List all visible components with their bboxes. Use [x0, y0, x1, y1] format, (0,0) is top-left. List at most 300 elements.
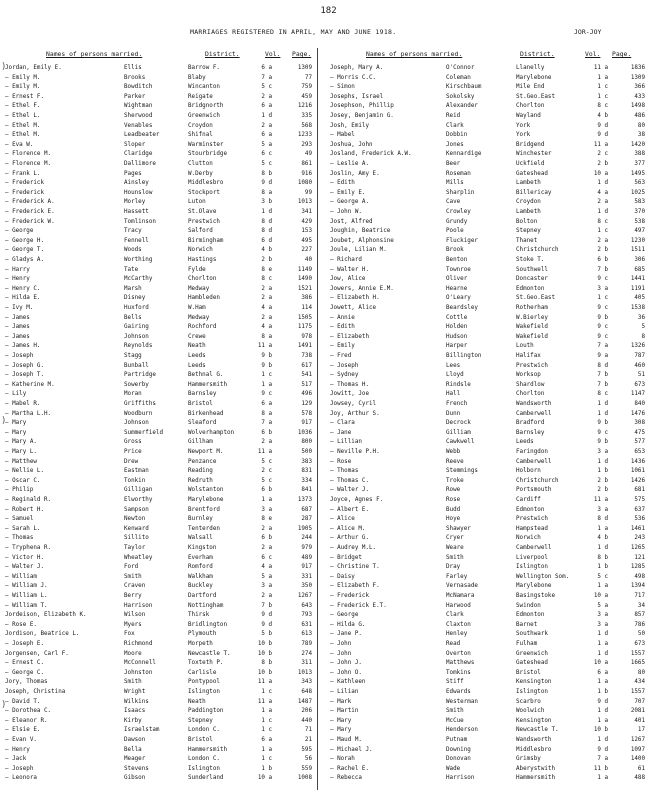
district: Chorlton	[516, 103, 545, 110]
volume: 2 a	[261, 93, 272, 100]
volume: 9 d	[597, 698, 608, 705]
spouse-surname: Webb	[446, 449, 461, 455]
person-name: — George	[330, 612, 359, 619]
spouse-surname: Hudson	[446, 333, 468, 340]
page-ref: 331	[301, 573, 312, 580]
spouse-surname: Sherwood	[124, 113, 153, 119]
district: Christchurch	[516, 477, 559, 484]
volume: 1 d	[261, 209, 272, 215]
person-name: — Ethel M.	[5, 132, 41, 139]
person-name: Jordison, Beatrice L.	[5, 631, 80, 638]
volume: 1 c	[261, 727, 272, 734]
table-row	[0, 401, 657, 409]
volume: 1 d	[597, 180, 608, 187]
person-name: — Samuel	[5, 516, 34, 523]
table-row	[0, 612, 657, 620]
district: Rotherham	[516, 305, 548, 311]
district: Barnsley	[516, 429, 545, 436]
person-name: — Harry	[5, 266, 30, 273]
volume: 8 c	[597, 218, 608, 225]
spouse-surname: Cottle	[446, 314, 468, 321]
person-name: Joshua, John	[330, 141, 373, 148]
table-row	[0, 267, 657, 275]
spouse-surname: Tracy	[124, 228, 142, 235]
district: Stourbridge	[188, 151, 228, 158]
spouse-surname: Budd	[446, 506, 461, 513]
district: Bradford	[516, 420, 545, 427]
spouse-surname: Ford	[124, 564, 139, 571]
table-row	[0, 593, 657, 601]
table-row	[0, 468, 657, 476]
table-row	[0, 123, 657, 131]
table-row	[0, 603, 657, 611]
page-ref: 1836	[630, 65, 645, 71]
person-name: — Fred	[330, 353, 352, 359]
volume: 9 c	[597, 324, 608, 331]
person-name: — Elizabeth	[330, 333, 370, 340]
spouse-surname: Harrison	[124, 602, 153, 609]
person-name: — Philip	[5, 487, 34, 494]
table-row	[0, 766, 657, 774]
district: Marylebone	[188, 497, 224, 503]
page-ref: 293	[301, 141, 312, 148]
district: Luton	[188, 199, 206, 206]
table-row	[0, 670, 657, 678]
volume: 8 a	[261, 410, 272, 417]
spouse-surname: Gilligan	[124, 487, 153, 494]
page-ref: 1557	[630, 650, 645, 657]
district: Prestwich	[516, 516, 548, 523]
page-ref: 459	[301, 93, 312, 100]
page-ref: 460	[634, 362, 645, 369]
page-ref: 475	[634, 429, 645, 436]
spouse-surname: Summerfield	[124, 429, 164, 436]
volume: 6 b	[261, 429, 272, 436]
page-ref: 786	[634, 621, 645, 628]
table-row	[0, 679, 657, 687]
table-row	[0, 459, 657, 467]
page-ref: 80	[637, 669, 645, 676]
volume: 8 b	[597, 554, 608, 561]
volume: 9 d	[597, 746, 608, 753]
person-name: — George	[5, 228, 34, 235]
volume: 11 a	[593, 497, 608, 503]
person-name: — Edith	[330, 324, 355, 331]
volume: 3 a	[597, 506, 608, 513]
spouse-surname: French	[446, 401, 468, 407]
volume: 11 b	[593, 765, 608, 772]
vol-header-right: Vol.	[585, 50, 601, 58]
volume: 6 c	[261, 151, 272, 158]
person-name: — Evan V.	[5, 737, 37, 743]
district: Bridgend	[516, 141, 545, 148]
page-ref: 61	[637, 765, 645, 772]
person-name: — George T.	[5, 247, 45, 254]
person-name: — Mary	[330, 717, 352, 724]
district: Wandsworth	[516, 737, 552, 743]
person-name: — Edith	[330, 180, 355, 187]
person-name: — Joseph T.	[5, 372, 45, 379]
district: Edmonton	[516, 285, 545, 292]
district: Middlesbro	[188, 180, 224, 187]
spouse-surname: Bunball	[124, 362, 149, 369]
person-name: — Frederick	[5, 189, 45, 196]
page-ref: 227	[301, 247, 312, 254]
volume: 1 b	[597, 689, 608, 695]
volume: 8 d	[597, 362, 608, 369]
table-row	[0, 689, 657, 697]
spouse-surname: Brooks	[124, 74, 146, 81]
district: Neath	[188, 698, 206, 705]
table-row	[0, 363, 657, 371]
person-name: — Clara	[330, 420, 355, 427]
spouse-surname: Dobbin	[446, 132, 468, 139]
volume: 1 a	[597, 74, 608, 81]
volume: 1 c	[597, 228, 608, 235]
page-ref: 1191	[630, 285, 645, 292]
district: Romford	[188, 564, 213, 571]
district: Camberwell	[516, 545, 552, 551]
district: Kensington	[516, 717, 552, 724]
table-row	[0, 161, 657, 169]
volume: 8 d	[261, 218, 272, 225]
page-ref: 2081	[630, 708, 645, 715]
district: Islington	[188, 689, 220, 695]
volume: 11 a	[257, 449, 272, 455]
spouse-surname: Woodburn	[124, 410, 153, 417]
person-name: — Mabel	[330, 132, 355, 139]
person-name: — Katherine M.	[5, 381, 55, 388]
volume: 1 d	[597, 545, 608, 551]
district: Holborn	[516, 468, 541, 475]
district: Doncaster	[516, 276, 548, 283]
person-name: Josephs, Israel	[330, 93, 384, 100]
spouse-surname: Jones	[446, 141, 464, 148]
spouse-surname: Fox	[124, 631, 135, 638]
table-row	[0, 727, 657, 735]
person-name: — Lilian	[330, 689, 359, 695]
spouse-surname: Wilson	[124, 612, 146, 619]
district: Barrow F.	[188, 65, 220, 71]
page-ref: 1394	[630, 583, 645, 590]
spouse-surname: Cryer	[446, 535, 464, 542]
spouse-surname: Bowditch	[124, 84, 153, 91]
person-name: — Elizabeth H.	[330, 295, 380, 302]
table-row	[0, 478, 657, 486]
table-row	[0, 295, 657, 303]
district: Halifax	[516, 353, 541, 359]
spouse-surname: Stagg	[124, 353, 142, 359]
person-name: — Henry	[5, 746, 30, 753]
spouse-surname: O'Connor	[446, 65, 475, 71]
district: Aberystwith	[516, 765, 556, 772]
page-ref: 244	[301, 535, 312, 542]
person-name: — Sarah L.	[5, 525, 41, 532]
table-row	[0, 209, 657, 217]
page-ref: 631	[301, 621, 312, 628]
volume: 3 b	[261, 199, 272, 206]
spouse-surname: Billington	[446, 353, 482, 359]
district: W.Derby	[188, 170, 213, 177]
person-name: — Frederick A.	[5, 199, 55, 206]
person-name: — John J.	[330, 660, 362, 667]
page-ref: 1490	[297, 276, 312, 283]
spouse-surname: Moore	[124, 650, 142, 657]
person-name: — Ernest C.	[5, 660, 45, 667]
page-ref: 1147	[630, 391, 645, 398]
person-name: — Joseph	[330, 362, 359, 369]
page-ref: 341	[301, 209, 312, 215]
volume: 9 c	[597, 333, 608, 340]
volume: 1 d	[597, 209, 608, 215]
page-ref: 917	[301, 564, 312, 571]
district: Worksop	[516, 372, 541, 379]
page-ref: 343	[301, 679, 312, 686]
person-name: Jowett, Alice	[330, 305, 377, 311]
district: Walkham	[188, 573, 213, 580]
volume: 8 c	[597, 391, 608, 398]
page-ref: 334	[301, 477, 312, 484]
table-row	[0, 497, 657, 505]
person-name: — Ivy M.	[5, 305, 34, 311]
spouse-surname: Israelstam	[124, 727, 160, 734]
page-ref: 637	[634, 506, 645, 513]
table-row	[0, 84, 657, 92]
district: Mile End	[516, 84, 545, 91]
person-name: Jow, Alice	[330, 276, 366, 283]
spouse-surname: Donovan	[446, 756, 471, 763]
volume: 1 c	[261, 756, 272, 763]
person-name: Joseph, Mary A.	[330, 65, 384, 71]
district: Hambleden	[188, 295, 220, 302]
page-ref: 1521	[297, 285, 312, 292]
person-name: Josland, Frederick A.W.	[330, 151, 412, 158]
spouse-surname: Stevens	[124, 765, 149, 772]
volume: 1 d	[597, 737, 608, 743]
table-row	[0, 574, 657, 582]
district: Medway	[188, 285, 210, 292]
page-ref: 789	[301, 641, 312, 647]
spouse-surname: Wilkins	[124, 698, 149, 705]
volume: 1 a	[261, 708, 272, 715]
table-row	[0, 430, 657, 438]
table-row	[0, 641, 657, 649]
person-name: — Robert H.	[5, 506, 45, 513]
spouse-surname: Woods	[124, 247, 142, 254]
volume: 1 b	[597, 468, 608, 475]
spouse-surname: Henderson	[446, 727, 478, 734]
person-name: — Lily	[5, 391, 27, 398]
spouse-surname: Reynolds	[124, 343, 153, 350]
district: W.Bierley	[516, 314, 548, 321]
district: Basingstoke	[516, 593, 556, 599]
page-ref: 1498	[630, 103, 645, 110]
spouse-surname: McCarthy	[124, 276, 153, 283]
person-name: — Walter J.	[330, 487, 370, 494]
binding-hole: )	[1, 62, 7, 72]
volume: 7 a	[597, 756, 608, 763]
volume: 9 b	[261, 353, 272, 359]
volume: 10 b	[257, 669, 272, 676]
page-ref: 38	[637, 132, 645, 139]
table-row	[0, 583, 657, 591]
table-row	[0, 372, 657, 380]
district: Wolverhampton	[188, 429, 235, 436]
district: York	[516, 132, 531, 139]
spouse-surname: Ainsley	[124, 180, 149, 187]
page-ref: 1426	[630, 477, 645, 484]
person-name: Joseph, Christina	[5, 689, 66, 695]
volume: 9 a	[597, 353, 608, 359]
page-ref: 595	[301, 746, 312, 753]
table-row	[0, 142, 657, 150]
volume: 8 d	[261, 228, 272, 235]
person-name: Josey, Benjamin G.	[330, 113, 394, 119]
person-name: — Kathleen	[330, 679, 366, 686]
page-ref: 559	[301, 765, 312, 772]
page-ref: 1013	[297, 199, 312, 206]
volume: 9 b	[261, 362, 272, 369]
spouse-surname: Wade	[446, 765, 461, 772]
district: Kensington	[516, 679, 552, 686]
spouse-surname: McCue	[446, 717, 464, 724]
volume: 2 b	[597, 477, 608, 484]
page-ref: 1265	[630, 545, 645, 551]
district: Carlisle	[188, 669, 217, 676]
page-ref: 1557	[630, 689, 645, 695]
page-ref: 1538	[630, 305, 645, 311]
range-code: JOR-JOY	[574, 28, 602, 36]
spouse-surname: Matthews	[446, 660, 475, 667]
person-name: Jowsey, Cyril	[330, 401, 377, 407]
person-name: — Eleanor R.	[5, 717, 48, 724]
names-header-left: Names of persons married.	[46, 50, 143, 58]
page-ref: 841	[301, 487, 312, 494]
person-name: Joslin, Amy E.	[330, 170, 380, 177]
page-ref: 917	[301, 420, 312, 427]
page-ref: 673	[634, 641, 645, 647]
person-name: Jordan, Emily E.	[5, 65, 62, 71]
district: Toxteth P.	[188, 660, 224, 667]
page-ref: 17	[637, 727, 645, 734]
right-column	[0, 65, 657, 795]
spouse-surname: Newton	[124, 516, 146, 523]
volume: 7 a	[261, 74, 272, 81]
page-ref: 1230	[630, 237, 645, 244]
spouse-surname: Dray	[446, 564, 461, 571]
volume: 10 b	[257, 641, 272, 647]
spouse-surname: Tate	[124, 266, 139, 273]
spouse-surname: Marsh	[124, 285, 142, 292]
spouse-surname: Wheatley	[124, 554, 153, 561]
volume: 9 c	[597, 305, 608, 311]
page-ref: 153	[301, 228, 312, 235]
volume: 8 b	[261, 660, 272, 667]
person-name: — William	[5, 573, 37, 580]
district: Birkenhead	[188, 410, 224, 417]
district: Morpeth	[188, 641, 213, 647]
spouse-surname: Fluckiger	[446, 237, 478, 244]
volume: 1 a	[597, 679, 608, 686]
table-row	[0, 718, 657, 726]
volume: 6 a	[261, 65, 272, 71]
district: Lambeth	[516, 209, 541, 215]
page-ref: 51	[637, 372, 645, 379]
person-name: — Walter H.	[330, 266, 370, 273]
district: Faringdon	[516, 449, 548, 455]
page-ref: 541	[301, 372, 312, 379]
district: Buckley	[188, 583, 213, 590]
person-name: — Neville P.H.	[330, 449, 380, 455]
person-name: — Elizabeth F.	[330, 583, 380, 590]
page-ref: 1905	[297, 525, 312, 532]
person-name: — Frederick	[5, 180, 45, 187]
table-row	[0, 65, 657, 73]
person-name: — Annie	[330, 314, 355, 321]
page-ref: 489	[301, 554, 312, 561]
page-ref: 793	[301, 612, 312, 619]
table-row	[0, 449, 657, 457]
volume: 4 a	[261, 564, 272, 571]
volume: 4 a	[597, 189, 608, 196]
district: St.Olave	[188, 209, 217, 215]
volume: 2 a	[261, 285, 272, 292]
page-ref: 49	[304, 151, 312, 158]
volume: 2 a	[261, 295, 272, 302]
district: Bristol	[516, 669, 541, 676]
spouse-surname: Gilliam	[446, 429, 471, 436]
person-name: Josephson, Phillip	[330, 103, 394, 110]
volume: 9 d	[597, 132, 608, 139]
table-row	[0, 660, 657, 668]
page-ref: 1233	[297, 132, 312, 139]
spouse-surname: Gairing	[124, 324, 149, 331]
spouse-surname: Claxton	[446, 621, 471, 628]
spouse-surname: Holden	[446, 324, 468, 331]
page-ref: 50	[637, 631, 645, 638]
volume: 10 a	[257, 775, 272, 782]
district: Prestwich	[188, 218, 220, 225]
district: Barnet	[516, 621, 538, 628]
district: Norwich	[188, 247, 213, 254]
volume: 9 d	[261, 621, 272, 628]
table-row	[0, 315, 657, 323]
person-name: — Walter J.	[5, 564, 45, 571]
volume: 6 b	[261, 535, 272, 542]
page-ref: 386	[301, 295, 312, 302]
spouse-surname: Taylor	[124, 545, 146, 551]
person-name: — Mary A.	[5, 439, 37, 446]
volume: 1 d	[261, 113, 272, 119]
district: Bristol	[188, 737, 213, 743]
spouse-surname: McNamara	[446, 593, 475, 599]
page-ref: 1216	[297, 103, 312, 110]
district: Newcastle T.	[188, 650, 231, 657]
person-name: — George H.	[5, 237, 45, 244]
district: Barnsley	[188, 391, 217, 398]
page-ref: 707	[634, 698, 645, 705]
vol-header-left: Vol.	[265, 50, 281, 58]
table-row	[0, 516, 657, 524]
district-header-right: District.	[520, 50, 555, 58]
person-name: — Victor H.	[5, 554, 45, 561]
district: Marylebone	[516, 583, 552, 590]
person-name: — James	[5, 324, 30, 331]
page-ref: 617	[301, 362, 312, 369]
table-row	[0, 756, 657, 764]
district: Liverpool	[516, 554, 548, 561]
person-name: — Florence M.	[5, 151, 52, 158]
